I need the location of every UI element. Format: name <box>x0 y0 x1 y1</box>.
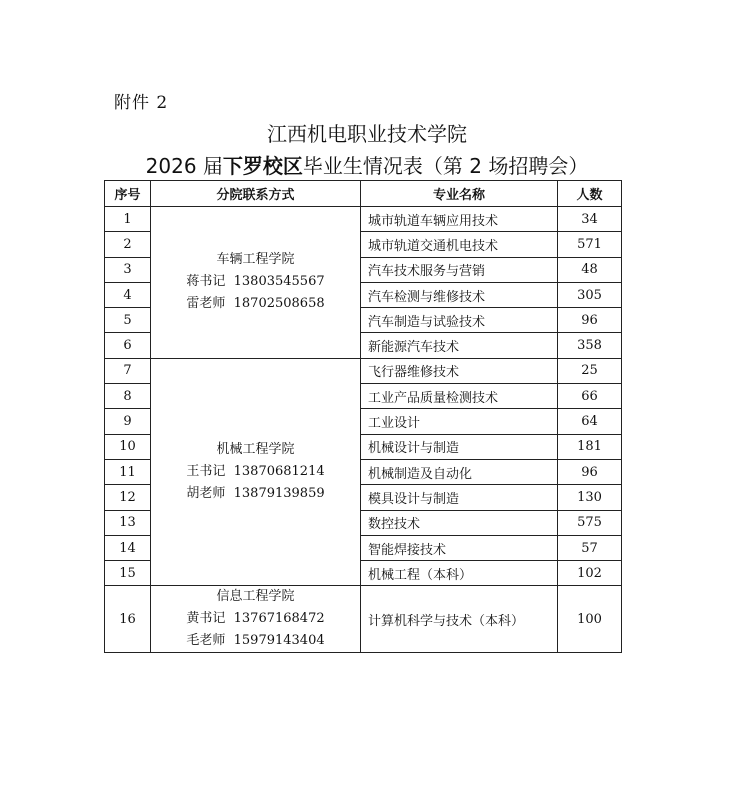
row-number: 16 <box>105 586 151 653</box>
student-count: 96 <box>558 308 622 333</box>
student-count: 130 <box>558 485 622 510</box>
college-name: 机械工程学院 <box>216 442 295 458</box>
college-contact: 王书记 13870681214 <box>186 464 325 480</box>
row-number: 11 <box>105 459 151 484</box>
attachment-label: 附件 2 <box>114 93 169 113</box>
student-count: 57 <box>558 535 622 560</box>
student-count: 34 <box>558 207 622 232</box>
college-contact: 毛老师 15979143404 <box>186 633 325 649</box>
table-row <box>105 358 622 383</box>
college-contact-cell <box>151 586 361 653</box>
row-number: 14 <box>105 535 151 560</box>
header-number: 序号 <box>105 181 151 207</box>
header-count: 人数 <box>558 181 622 207</box>
major-name: 城市轨道交通机电技术 <box>361 232 558 257</box>
student-count: 358 <box>558 333 622 358</box>
header-college-contact: 分院联系方式 <box>151 181 361 207</box>
document-subtitle <box>0 150 734 179</box>
major-name: 工业产品质量检测技术 <box>361 384 558 409</box>
table-row <box>105 586 622 653</box>
row-number: 8 <box>105 384 151 409</box>
graduates-table <box>104 180 622 653</box>
subtitle-prefix: 2026 届 <box>145 154 223 178</box>
student-count: 575 <box>558 510 622 535</box>
student-count: 100 <box>558 586 622 653</box>
row-number: 5 <box>105 308 151 333</box>
major-name: 城市轨道车辆应用技术 <box>361 207 558 232</box>
major-name: 计算机科学与技术（本科） <box>361 586 558 653</box>
row-number: 1 <box>105 207 151 232</box>
row-number: 9 <box>105 409 151 434</box>
major-name: 新能源汽车技术 <box>361 333 558 358</box>
table-row <box>105 207 622 232</box>
student-count: 25 <box>558 358 622 383</box>
document-title: 江西机电职业技术学院 <box>267 122 467 146</box>
row-number: 6 <box>105 333 151 358</box>
row-number: 12 <box>105 485 151 510</box>
college-contact: 黄书记 13767168472 <box>186 611 325 627</box>
row-number: 13 <box>105 510 151 535</box>
major-name: 机械工程（本科） <box>361 561 558 586</box>
row-number: 4 <box>105 282 151 307</box>
student-count: 48 <box>558 257 622 282</box>
table-header-row <box>105 181 622 207</box>
major-name: 汽车制造与试验技术 <box>361 308 558 333</box>
table-body <box>105 207 622 653</box>
major-name: 工业设计 <box>361 409 558 434</box>
major-name: 模具设计与制造 <box>361 485 558 510</box>
row-number: 3 <box>105 257 151 282</box>
major-name: 机械设计与制造 <box>361 434 558 459</box>
college-name: 车辆工程学院 <box>216 252 295 268</box>
row-number: 10 <box>105 434 151 459</box>
student-count: 96 <box>558 459 622 484</box>
row-number: 7 <box>105 358 151 383</box>
subtitle-suffix: 毕业生情况表（第 2 场招聘会） <box>302 154 589 178</box>
college-contact: 胡老师 13879139859 <box>186 486 325 502</box>
college-contact-cell <box>151 207 361 359</box>
row-number: 2 <box>105 232 151 257</box>
student-count: 571 <box>558 232 622 257</box>
subtitle-campus: 下罗校区 <box>222 154 303 178</box>
student-count: 66 <box>558 384 622 409</box>
student-count: 64 <box>558 409 622 434</box>
header-major: 专业名称 <box>361 181 558 207</box>
college-name: 信息工程学院 <box>216 589 295 605</box>
college-contact-cell <box>151 358 361 586</box>
major-name: 机械制造及自动化 <box>361 459 558 484</box>
row-number: 15 <box>105 561 151 586</box>
major-name: 汽车技术服务与营销 <box>361 257 558 282</box>
student-count: 181 <box>558 434 622 459</box>
major-name: 智能焊接技术 <box>361 535 558 560</box>
student-count: 102 <box>558 561 622 586</box>
major-name: 汽车检测与维修技术 <box>361 282 558 307</box>
college-contact: 蒋书记 13803545567 <box>186 274 325 290</box>
major-name: 飞行器维修技术 <box>361 358 558 383</box>
student-count: 305 <box>558 282 622 307</box>
college-contact: 雷老师 18702508658 <box>186 296 325 312</box>
major-name: 数控技术 <box>361 510 558 535</box>
